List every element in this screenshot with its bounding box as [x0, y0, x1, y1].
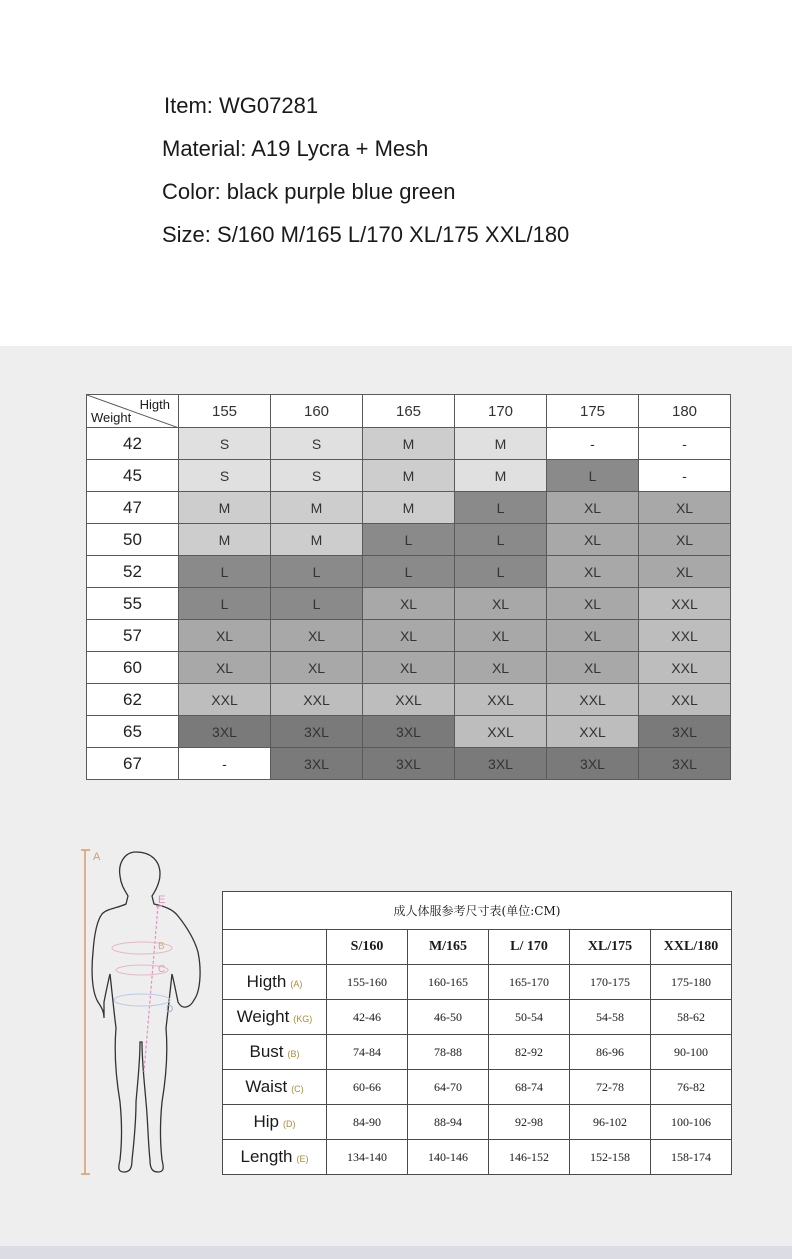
- size-matrix-table: [86, 394, 731, 780]
- weight-cell: 62: [87, 684, 179, 716]
- size-cell: M: [179, 492, 271, 524]
- size-cell: L: [363, 556, 455, 588]
- measurement-title: 成人体服参考尺寸表(单位:CM): [223, 892, 732, 930]
- height-header: 175: [547, 395, 639, 428]
- label-a: A: [93, 851, 101, 863]
- weight-cell: 60: [87, 652, 179, 684]
- matrix-row: [87, 652, 731, 684]
- measurement-label: [223, 1105, 327, 1140]
- measurement-value: 72-78: [570, 1070, 651, 1105]
- measurement-label: [223, 965, 327, 1000]
- size-cell: S: [271, 460, 363, 492]
- size-cell: XL: [639, 492, 731, 524]
- size-cell: XL: [363, 652, 455, 684]
- size-cell: -: [639, 428, 731, 460]
- matrix-row: [87, 748, 731, 780]
- weight-cell: 65: [87, 716, 179, 748]
- corner-weight-label: Weight: [91, 410, 132, 425]
- size-cell: L: [271, 588, 363, 620]
- size-cell: 3XL: [271, 748, 363, 780]
- size-cell: L: [179, 588, 271, 620]
- size-cell: M: [363, 460, 455, 492]
- size-cell: L: [179, 556, 271, 588]
- size-cell: XXL: [179, 684, 271, 716]
- weight-cell: 52: [87, 556, 179, 588]
- measurement-row: [223, 1035, 732, 1070]
- size-header: M/165: [408, 930, 489, 965]
- measurement-label-text: Waist: [245, 1077, 288, 1096]
- size-cell: XL: [547, 524, 639, 556]
- weight-cell: 55: [87, 588, 179, 620]
- size-cell: XXL: [639, 620, 731, 652]
- measurement-row: [223, 1105, 732, 1140]
- matrix-row: [87, 716, 731, 748]
- measurement-corner: [223, 930, 327, 965]
- size-cell: XL: [639, 556, 731, 588]
- measurement-label-text: Length: [240, 1147, 293, 1166]
- size-cell: XXL: [271, 684, 363, 716]
- matrix-row: [87, 620, 731, 652]
- height-header: 160: [271, 395, 363, 428]
- size-cell: XL: [363, 588, 455, 620]
- label-c: C: [158, 964, 166, 975]
- size-cell: 3XL: [547, 748, 639, 780]
- body-measurement-figure: [78, 842, 218, 1182]
- size-cell: 3XL: [455, 748, 547, 780]
- size-cell: S: [179, 428, 271, 460]
- size-cell: XL: [455, 620, 547, 652]
- measurement-label-tag: (D): [283, 1119, 296, 1129]
- item-line: Item: WG07281: [164, 93, 319, 118]
- size-cell: XL: [547, 556, 639, 588]
- measurement-value: 146-152: [489, 1140, 570, 1175]
- measurement-label-tag: (KG): [293, 1014, 313, 1024]
- corner-height-label: Higth: [139, 397, 170, 412]
- matrix-row: [87, 492, 731, 524]
- size-cell: L: [363, 524, 455, 556]
- measurement-value: 100-106: [651, 1105, 732, 1140]
- size-cell: XL: [547, 620, 639, 652]
- size-cell: S: [179, 460, 271, 492]
- size-cell: XL: [455, 652, 547, 684]
- measurement-row: [223, 1070, 732, 1105]
- matrix-header-row: [87, 395, 731, 428]
- matrix-row: [87, 684, 731, 716]
- measurement-label-text: Bust: [249, 1042, 284, 1061]
- weight-cell: 50: [87, 524, 179, 556]
- measurement-label-tag: (E): [296, 1154, 309, 1164]
- color-line: Color: black purple blue green: [162, 179, 456, 204]
- measurement-value: 88-94: [408, 1105, 489, 1140]
- measurement-value: 50-54: [489, 1000, 570, 1035]
- measurement-value: 134-140: [327, 1140, 408, 1175]
- size-cell: 3XL: [363, 748, 455, 780]
- matrix-row: [87, 588, 731, 620]
- measurement-row: [223, 1140, 732, 1175]
- size-cell: XL: [179, 620, 271, 652]
- size-cell: 3XL: [639, 748, 731, 780]
- measurement-label-tag: (B): [287, 1049, 300, 1059]
- measurement-value: 96-102: [570, 1105, 651, 1140]
- size-line: Size: S/160 M/165 L/170 XL/175 XXL/180: [162, 222, 570, 247]
- size-cell: XXL: [639, 588, 731, 620]
- size-cell: XL: [271, 620, 363, 652]
- label-d: D: [166, 1004, 174, 1015]
- measurement-table: [222, 891, 732, 1175]
- size-cell: XXL: [363, 684, 455, 716]
- bottom-strip: [0, 1246, 792, 1259]
- weight-cell: 47: [87, 492, 179, 524]
- size-cell: 3XL: [271, 716, 363, 748]
- measurement-size-row: [223, 930, 732, 965]
- size-cell: 3XL: [363, 716, 455, 748]
- measurement-value: 76-82: [651, 1070, 732, 1105]
- measurement-value: 155-160: [327, 965, 408, 1000]
- size-cell: XL: [179, 652, 271, 684]
- size-cell: L: [455, 524, 547, 556]
- measurement-label-text: Higth: [246, 972, 287, 991]
- size-cell: L: [455, 556, 547, 588]
- measurement-label-text: Weight: [236, 1007, 290, 1026]
- size-cell: L: [547, 460, 639, 492]
- measurement-value: 42-46: [327, 1000, 408, 1035]
- size-cell: XL: [547, 492, 639, 524]
- size-cell: XL: [639, 524, 731, 556]
- size-cell: XXL: [547, 684, 639, 716]
- measurement-label: [223, 1070, 327, 1105]
- size-cell: L: [455, 492, 547, 524]
- size-cell: M: [271, 524, 363, 556]
- size-cell: XXL: [547, 716, 639, 748]
- size-cell: M: [179, 524, 271, 556]
- matrix-corner: [87, 395, 179, 428]
- measurement-value: 64-70: [408, 1070, 489, 1105]
- measurement-row: [223, 965, 732, 1000]
- size-cell: XXL: [639, 684, 731, 716]
- size-cell: M: [271, 492, 363, 524]
- height-header: 170: [455, 395, 547, 428]
- measurement-value: 92-98: [489, 1105, 570, 1140]
- size-cell: M: [363, 492, 455, 524]
- measurement-label-tag: (C): [291, 1084, 304, 1094]
- height-header: 180: [639, 395, 731, 428]
- measurement-value: 158-174: [651, 1140, 732, 1175]
- size-cell: -: [639, 460, 731, 492]
- measurement-title-row: [223, 892, 732, 930]
- measurement-value: 140-146: [408, 1140, 489, 1175]
- size-cell: S: [271, 428, 363, 460]
- measurement-value: 175-180: [651, 965, 732, 1000]
- height-header: 165: [363, 395, 455, 428]
- measurement-label: [223, 1035, 327, 1070]
- measurement-label-tag: (A): [290, 979, 303, 989]
- matrix-row: [87, 460, 731, 492]
- size-cell: XL: [363, 620, 455, 652]
- size-cell: XL: [455, 588, 547, 620]
- body-silhouette: [78, 842, 218, 1182]
- height-header: 155: [179, 395, 271, 428]
- measurement-label: [223, 1000, 327, 1035]
- measurement-value: 58-62: [651, 1000, 732, 1035]
- weight-cell: 57: [87, 620, 179, 652]
- size-header: L/ 170: [489, 930, 570, 965]
- measurement-value: 165-170: [489, 965, 570, 1000]
- weight-cell: 67: [87, 748, 179, 780]
- measurement-value: 84-90: [327, 1105, 408, 1140]
- measurement-value: 60-66: [327, 1070, 408, 1105]
- measurement-value: 68-74: [489, 1070, 570, 1105]
- size-cell: XL: [271, 652, 363, 684]
- size-cell: XL: [547, 652, 639, 684]
- size-cell: 3XL: [179, 716, 271, 748]
- measurement-value: 82-92: [489, 1035, 570, 1070]
- measurement-row: [223, 1000, 732, 1035]
- size-cell: -: [547, 428, 639, 460]
- measurement-value: 160-165: [408, 965, 489, 1000]
- weight-cell: 45: [87, 460, 179, 492]
- size-cell: L: [271, 556, 363, 588]
- size-header: XL/175: [570, 930, 651, 965]
- measurement-value: 78-88: [408, 1035, 489, 1070]
- measurement-value: 86-96: [570, 1035, 651, 1070]
- measurement-value: 74-84: [327, 1035, 408, 1070]
- measurement-label: [223, 1140, 327, 1175]
- product-info: [162, 92, 722, 264]
- matrix-row: [87, 556, 731, 588]
- measurement-value: 90-100: [651, 1035, 732, 1070]
- size-cell: M: [455, 428, 547, 460]
- size-cell: XL: [547, 588, 639, 620]
- size-header: S/160: [327, 930, 408, 965]
- size-cell: XXL: [639, 652, 731, 684]
- label-b: B: [158, 941, 165, 952]
- size-cell: XXL: [455, 684, 547, 716]
- size-cell: 3XL: [639, 716, 731, 748]
- measurement-value: 46-50: [408, 1000, 489, 1035]
- matrix-row: [87, 524, 731, 556]
- measurement-value: 54-58: [570, 1000, 651, 1035]
- matrix-row: [87, 428, 731, 460]
- label-e: E: [158, 894, 166, 906]
- measurement-value: 170-175: [570, 965, 651, 1000]
- measurement-label-text: Hip: [253, 1112, 279, 1131]
- measurement-value: 152-158: [570, 1140, 651, 1175]
- size-cell: -: [179, 748, 271, 780]
- material-line: Material: A19 Lycra + Mesh: [162, 136, 429, 161]
- size-cell: XXL: [455, 716, 547, 748]
- size-header: XXL/180: [651, 930, 732, 965]
- weight-cell: 42: [87, 428, 179, 460]
- size-cell: M: [455, 460, 547, 492]
- size-cell: M: [363, 428, 455, 460]
